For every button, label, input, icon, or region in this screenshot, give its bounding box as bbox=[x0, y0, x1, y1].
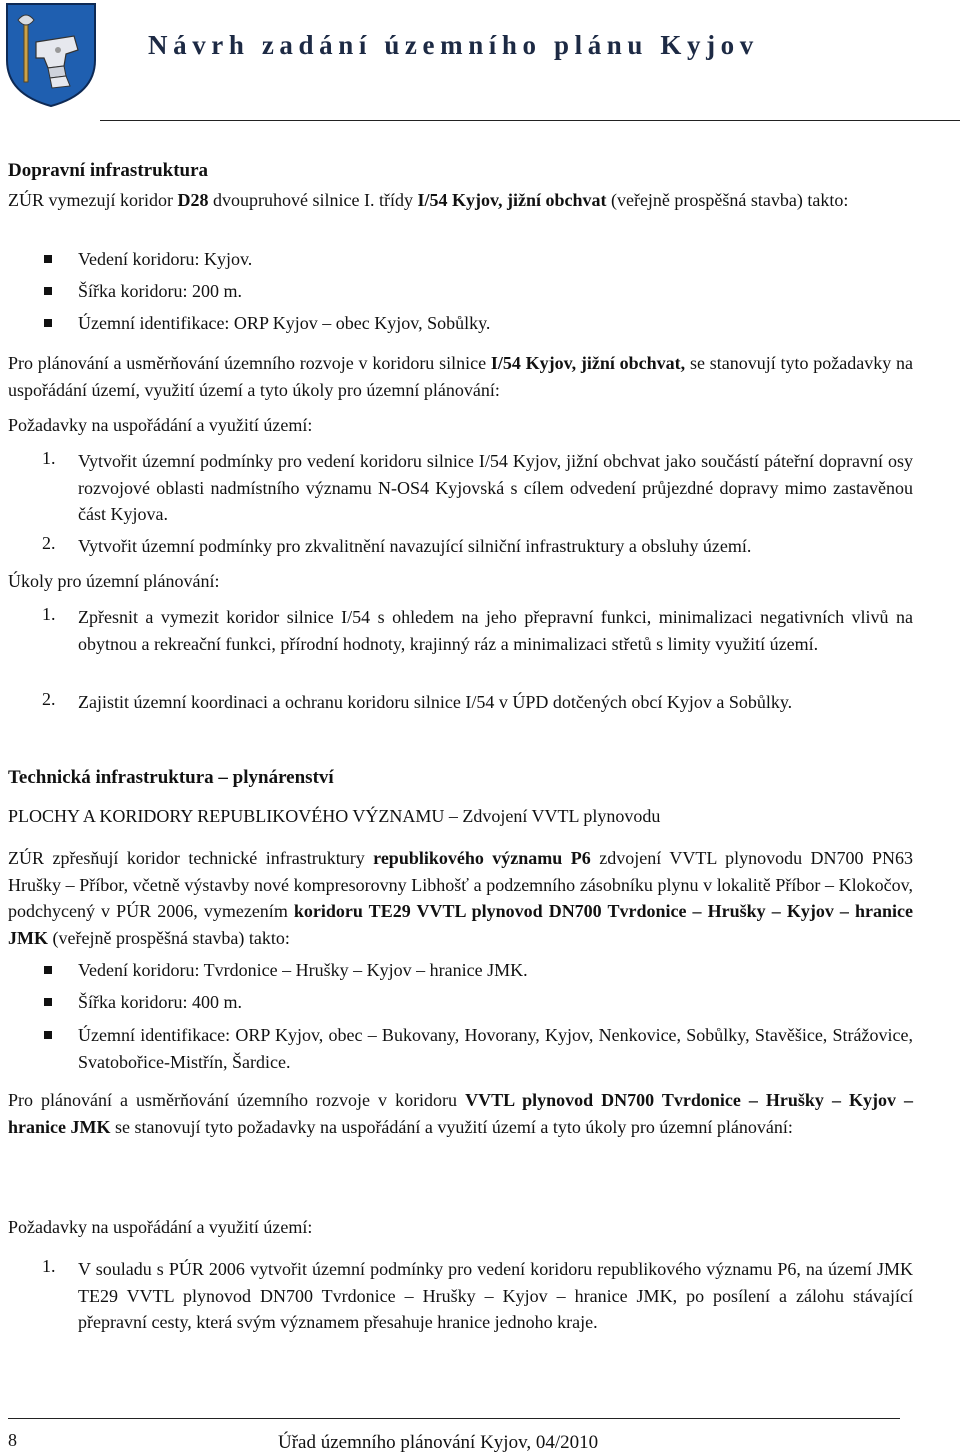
tasks-subheading: Úkoly pro územní plánování: bbox=[8, 571, 220, 591]
page-number: 8 bbox=[8, 1430, 17, 1450]
bullet-icon bbox=[44, 966, 52, 974]
list-item: Šířka koridoru: 400 m. bbox=[78, 992, 242, 1012]
gas-intro: ZÚR zpřesňují koridor technické infrastruktury republikového významu P6 zdvojení VVTL plynovodu DN700 PN63 Hrušky – Příbor, včetně výstavby nové kompresorovny Libhošť a podzemního zásobníku plynu v lokalitě Příbor – Klokočov, podchycený v PÚR 2006, vymezením koridoru TE29 VVTL plynovod DN700 Tvrdonice – Hrušky – Kyjov – hranice JMK (veřejně prospěšná stavba) takto: bbox=[8, 848, 914, 948]
list-number: 2. bbox=[42, 533, 56, 553]
bullet-icon bbox=[44, 319, 52, 327]
bullet-icon bbox=[44, 1031, 52, 1039]
header-divider bbox=[100, 120, 960, 121]
transport-intro: ZÚR vymezují koridor D28 dvoupruhové silnice I. třídy I/54 Kyjov, jižní obchvat (veřejně prospěšná stavba) takto: bbox=[8, 190, 849, 210]
list-number: 1. bbox=[42, 448, 56, 468]
gas-planning-paragraph: Pro plánování a usměrňování územního rozvoje v koridoru VVTL plynovod DN700 Tvrdonice – Hrušky – Kyjov – hranice JMK se stanovují tyto požadavky na uspořádání a využití území a tyto úkoly pro územní plánování: bbox=[8, 1090, 913, 1137]
gas-subheading: PLOCHY A KORIDORY REPUBLIKOVÉHO VÝZNAMU – Zdvojení VVTL plynovodu bbox=[8, 806, 661, 826]
list-item: Územní identifikace: ORP Kyjov, obec – Bukovany, Hovorany, Kyjov, Nenkovice, Sobůlky, Stavěšice, Strážovice, Svatobořice-Mistřín, Šardice. bbox=[78, 1025, 913, 1072]
bullet-icon bbox=[44, 998, 52, 1006]
list-item: Vedení koridoru: Tvrdonice – Hrušky – Kyjov – hranice JMK. bbox=[78, 960, 528, 980]
transport-planning-paragraph: Pro plánování a usměrňování územního rozvoje v koridoru silnice I/54 Kyjov, jižní obchvat, se stanovují tyto požadavky na uspořádání území, využití území a tyto úkoly pro územní plánování: bbox=[8, 353, 913, 400]
list-number: 1. bbox=[42, 604, 56, 624]
bullet-icon bbox=[44, 287, 52, 295]
list-number: 1. bbox=[42, 1256, 56, 1276]
section-heading-gas: Technická infrastruktura – plynárenství bbox=[8, 767, 334, 788]
list-item: Vytvořit územní podmínky pro vedení koridoru silnice I/54 Kyjov, jižní obchvat jako součástí páteřní dopravní osy rozvojové oblasti nadmístního významu N-OS4 Kyjovská s cílem odvedení průjezdné dopravy mimo zastavěnou část Kyjova. bbox=[78, 451, 913, 524]
list-number: 2. bbox=[42, 689, 56, 709]
list-item: Vytvořit územní podmínky pro zkvalitnění navazující silniční infrastruktury a obsluhy území. bbox=[78, 536, 752, 556]
list-item: Územní identifikace: ORP Kyjov – obec Kyjov, Sobůlky. bbox=[78, 313, 491, 333]
list-item: Šířka koridoru: 200 m. bbox=[78, 281, 242, 301]
footer-text: Úřad územního plánování Kyjov, 04/2010 bbox=[278, 1432, 599, 1453]
bullet-icon bbox=[44, 255, 52, 263]
list-item: Vedení koridoru: Kyjov. bbox=[78, 249, 253, 269]
document-header-title: Návrh zadání územního plánu Kyjov bbox=[148, 30, 759, 60]
list-item: Zpřesnit a vymezit koridor silnice I/54 s ohledem na jeho přepravní funkci, minimalizaci negativních vlivů na obytnou a rekreační funkci, přírodní hodnoty, krajinný ráz a minimalizaci střetů s limity využití území. bbox=[78, 607, 913, 654]
requirements-subheading: Požadavky na uspořádání a využití území: bbox=[8, 1217, 313, 1237]
footer-divider bbox=[8, 1418, 900, 1419]
kyjov-coat-of-arms bbox=[4, 2, 98, 108]
list-item: V souladu s PÚR 2006 vytvořit územní podmínky pro vedení koridoru republikového významu P6, na území JMK TE29 VVTL plynovod DN700 Tvrdonice – Hrušky – Kyjov – hranice JMK, po posílení a zálohu stávající přepravní cesty, která svým významem přesahuje hranice jednoho kraje. bbox=[78, 1259, 913, 1332]
requirements-subheading: Požadavky na uspořádání a využití území: bbox=[8, 415, 313, 435]
list-item: Zajistit územní koordinaci a ochranu koridoru silnice I/54 v ÚPD dotčených obcí Kyjov a Sobůlky. bbox=[78, 692, 793, 712]
section-heading-transport: Dopravní infrastruktura bbox=[8, 160, 209, 181]
